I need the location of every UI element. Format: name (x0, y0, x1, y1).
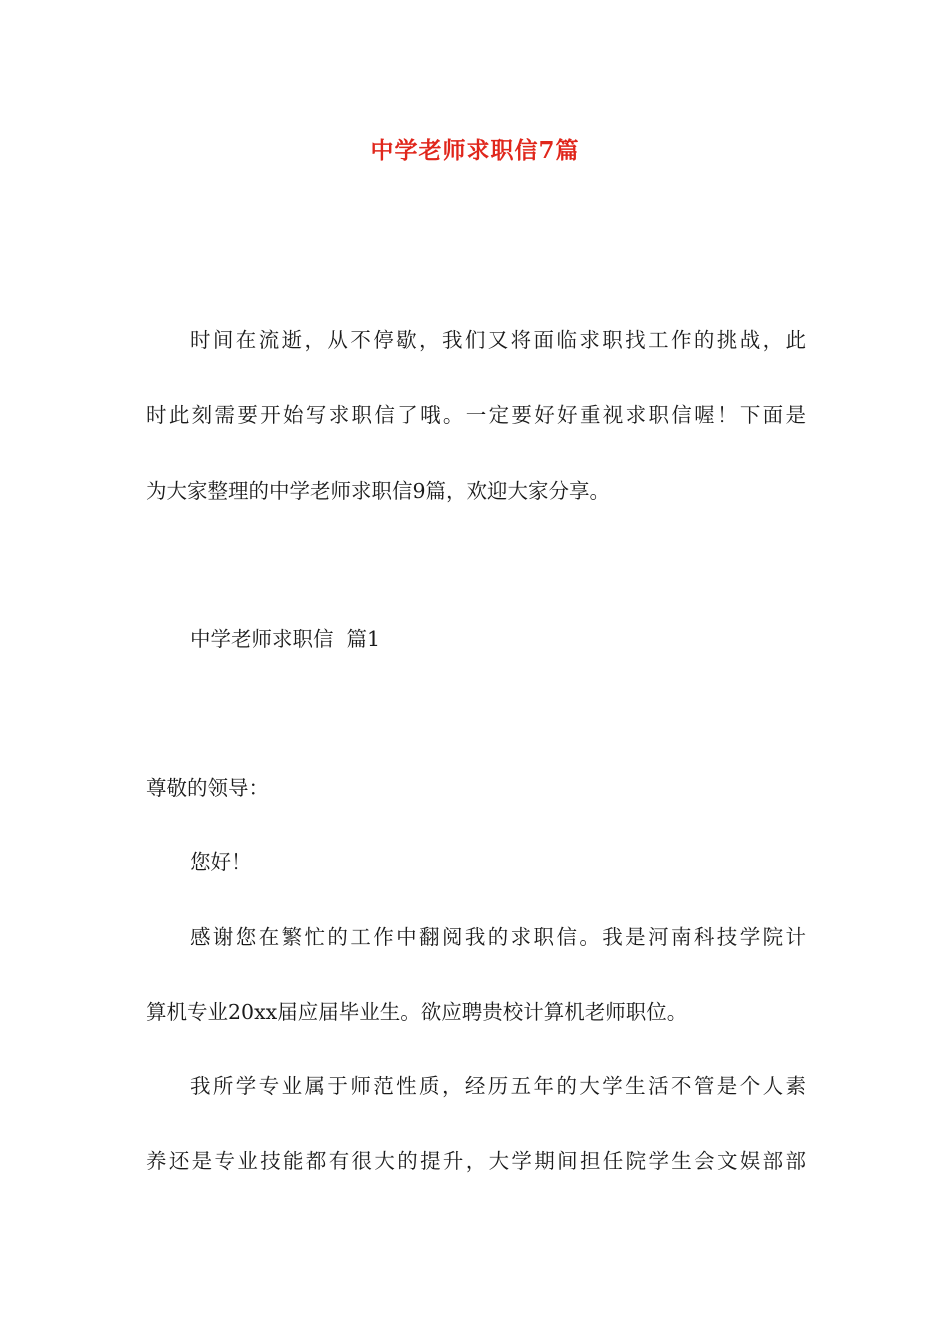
paragraph1-line-2: 算机专业20xx届应届毕业生。欲应聘贵校计算机老师职位。 (146, 1000, 688, 1024)
intro-line-3: 为大家整理的中学老师求职信9篇，欢迎大家分享。 (146, 479, 611, 503)
paragraph2-line-1: 我所学专业属于师范性质，经历五年的大学生活不管是个人素 (190, 1074, 806, 1098)
paragraph2-line-2: 养还是专业技能都有很大的提升，大学期间担任院学生会文娱部部 (146, 1149, 806, 1173)
document-title: 中学老师求职信7篇 (370, 137, 580, 164)
intro-line-2: 时此刻需要开始写求职信了哦。一定要好好重视求职信喔！下面是 (146, 403, 806, 427)
intro-line-1: 时间在流逝，从不停歇，我们又将面临求职找工作的挑战，此 (190, 328, 806, 352)
greeting: 您好！ (190, 850, 252, 874)
section-heading: 中学老师求职信 篇1 (190, 627, 381, 651)
salutation: 尊敬的领导： (146, 776, 269, 800)
paragraph1-line-1: 感谢您在繁忙的工作中翻阅我的求职信。我是河南科技学院计 (190, 925, 806, 949)
